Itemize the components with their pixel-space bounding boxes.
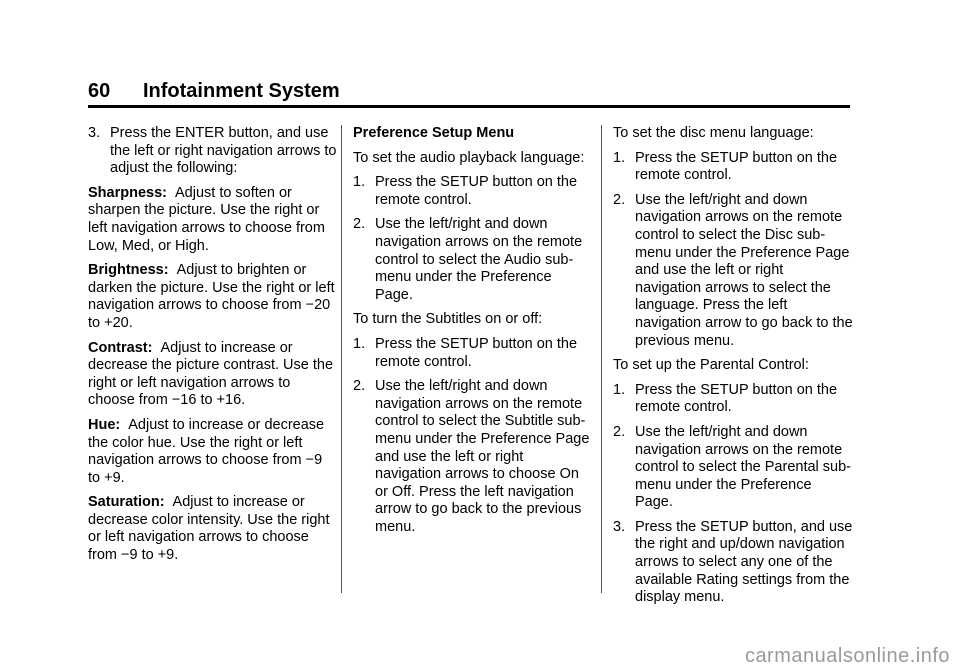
column-2 [353,125,593,543]
sharpness-label: Sharpness: [88,184,167,201]
list-item: 2. Use the left/right and down navigation arrows on the remote control to select the Parental sub-menu under the Preference Page. [613,423,852,511]
list-item: 3. Press the SETUP button, and use the right and up/down navigation arrows to select any one of the available Rating settings from the display menu. [613,518,853,606]
sharpness-paragraph: Sharpness: Adjust to soften or sharpen the picture. Use the right or left navigation arrows to choose from Low, Med, or High. [88,184,325,254]
list-item: 2. Use the left/right and down navigation arrows on the remote control to select the Disc sub-menu under the Preference Page and use the left or right navigation arrows to select the language. Press the left navigation arrow to go back to the previous menu. [613,191,853,349]
column-divider [341,125,342,593]
list-item: 1. Press the SETUP button on the remote control. [613,381,838,416]
disc-intro: To set the disc menu language: [613,125,814,141]
list-item: 2. Use the left/right and down navigation arrows on the remote control to select the Subtitle sub-menu under the Preference Page and use the left or right navigation arrows to choose On or Off. Press the left navigation arrow to go back to the previous menu. [353,378,590,535]
brightness-label: Brightness: [88,262,169,279]
audio-steps [353,174,593,304]
page-number: 60 [88,80,111,102]
subtitle-intro: To turn the Subtitles on or off: [353,311,543,328]
list-item: 1. Press the SETUP button on the remote control. [613,149,838,184]
parental-steps [613,382,853,607]
hue-paragraph: Hue: Adjust to increase or decrease the color hue. Use the right or left navigation arrows to choose from −9 to +9. [88,416,325,486]
list-item: 1. Press the SETUP button on the remote control. [353,335,578,370]
subtitle-steps [353,336,593,537]
contrast-label: Contrast: [88,339,153,356]
header-rule [88,105,850,108]
parental-intro: To set up the Parental Control: [613,357,809,374]
list-item: 3. Press the ENTER button, and use the left or right navigation arrows to adjust the following: [88,125,337,177]
list-item: 1. Press the SETUP button on the remote control. [353,174,578,208]
disc-steps [613,150,853,351]
section-title: Infotainment System [143,80,340,102]
page-header [88,80,850,108]
brightness-paragraph: Brightness: Adjust to brighten or darken the picture. Use the right or left navigation arrows to choose from −20 to +20. [88,262,335,331]
column-1 [88,125,338,572]
saturation-paragraph: Saturation: Adjust to increase or decrease color intensity. Use the right or left navigation arrows to choose from −9 to +9. [88,494,330,564]
saturation-label: Saturation: [88,494,165,511]
column-divider [601,125,602,593]
preference-heading: Preference Setup Menu [353,125,515,141]
contrast-paragraph: Contrast: Adjust to increase or decrease the picture contrast. Use the right or left navigation arrows to choose from −16 to +16. [88,339,334,409]
column-3 [613,125,853,614]
audio-intro: To set the audio playback language: [353,149,585,166]
list-item: 2. Use the left/right and down navigation arrows on the remote control to select the Audio sub-menu under the Preference Page. [353,216,583,303]
picture-steps [88,125,338,178]
hue-label: Hue: [88,416,121,433]
watermark: carmanualsonline.info [744,645,950,667]
